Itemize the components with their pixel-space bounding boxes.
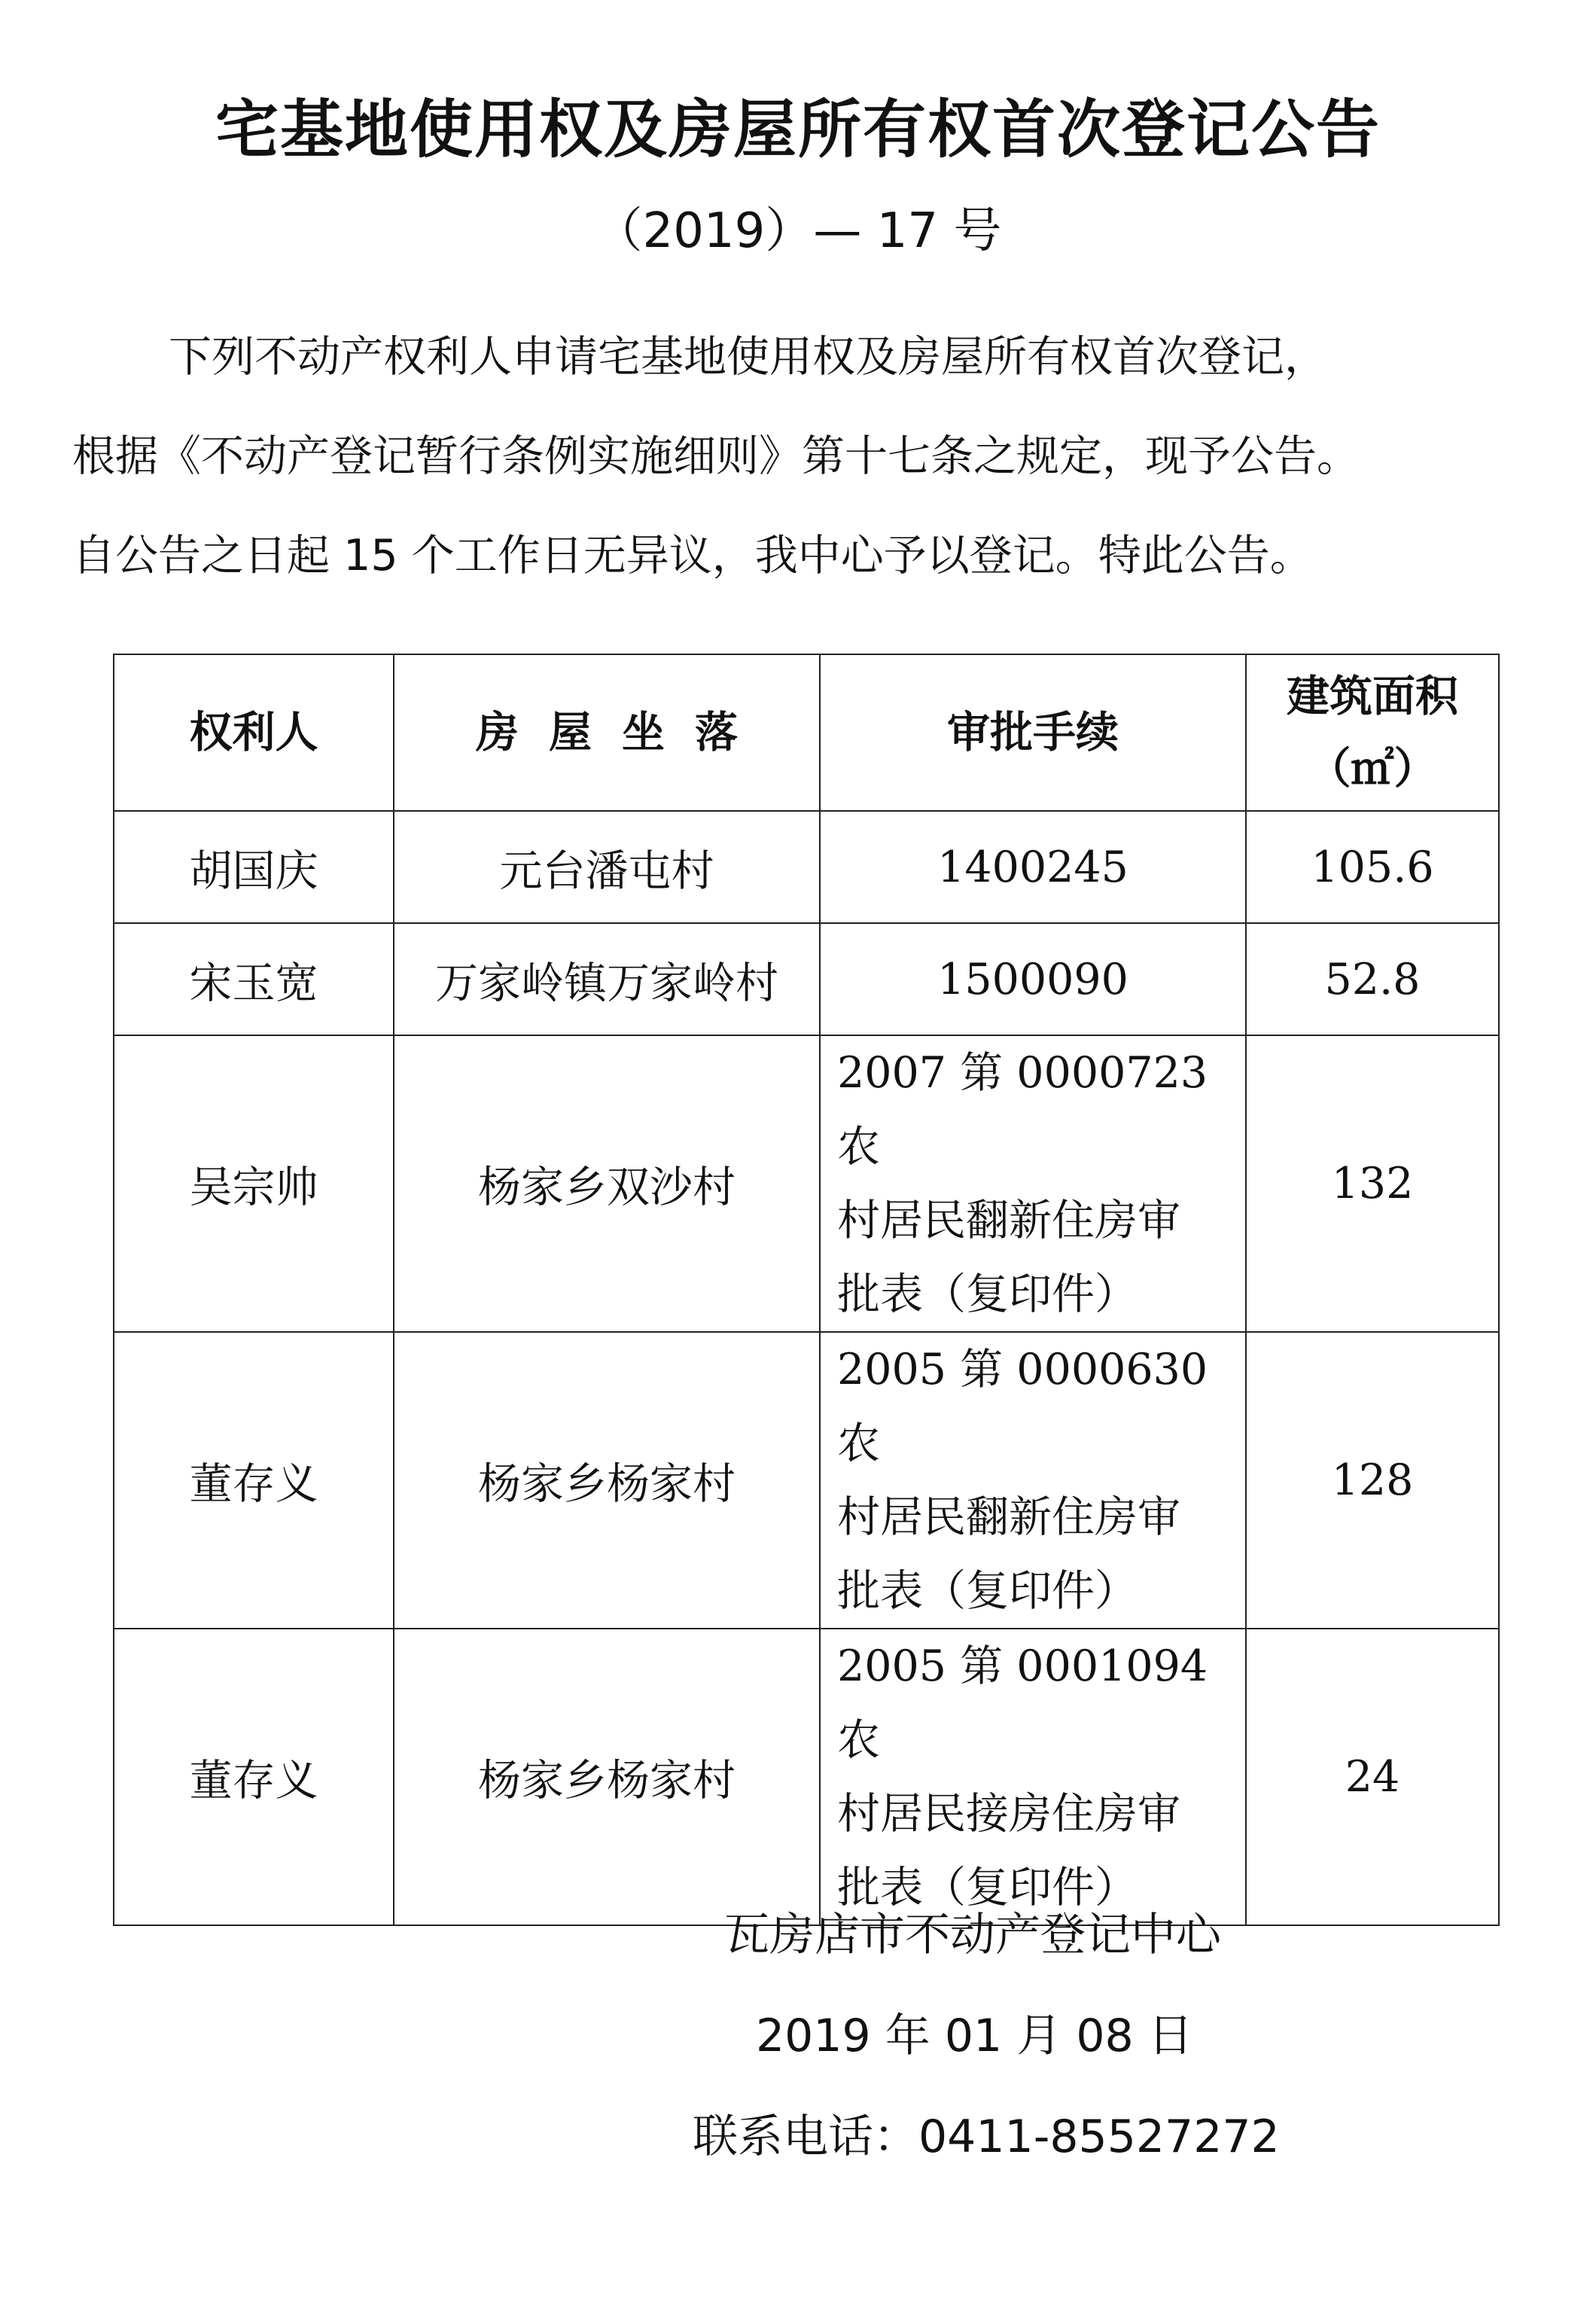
cell-area: 24 bbox=[1246, 1629, 1499, 1925]
table-header-row bbox=[114, 654, 1499, 811]
cell-approval: 1400245 bbox=[820, 811, 1246, 923]
paragraph-line-2: 根据《不动产登记暂行条例实施细则》第十七条之规定，现予公告。 bbox=[72, 431, 1360, 481]
cell-location: 杨家乡双沙村 bbox=[394, 1035, 820, 1332]
cell-location: 元台潘屯村 bbox=[394, 811, 820, 923]
cell-location: 杨家乡杨家村 bbox=[394, 1629, 820, 1925]
cell-area: 52.8 bbox=[1246, 923, 1499, 1035]
cell-owner: 董存义 bbox=[114, 1332, 394, 1629]
cell-area: 128 bbox=[1246, 1332, 1499, 1629]
header-area-unit: （㎡） bbox=[1308, 743, 1437, 794]
cell-owner: 董存义 bbox=[114, 1629, 394, 1925]
approval-line: 2007 第 0000723 农 bbox=[837, 1048, 1208, 1172]
document-number: （2019）— 17 号 bbox=[594, 203, 1002, 259]
cell-area: 132 bbox=[1246, 1035, 1499, 1332]
paragraph-line-3: 自公告之日起 15 个工作日无异议，我中心予以登记。特此公告。 bbox=[72, 531, 1313, 581]
registration-table bbox=[113, 654, 1500, 1926]
cell-approval bbox=[820, 1035, 1246, 1332]
cell-area: 105.6 bbox=[1246, 811, 1499, 923]
approval-line: 村居民接房住房审 bbox=[837, 1789, 1180, 1839]
notice-paragraph bbox=[72, 307, 1548, 605]
header-area bbox=[1246, 654, 1499, 811]
table-row bbox=[114, 923, 1499, 1035]
header-area-label: 建筑面积 bbox=[1287, 671, 1458, 721]
approval-line: 村居民翻新住房审 bbox=[837, 1196, 1180, 1245]
approval-line: 村居民翻新住房审 bbox=[837, 1492, 1180, 1542]
cell-location: 杨家乡杨家村 bbox=[394, 1332, 820, 1629]
table-row bbox=[114, 1035, 1499, 1332]
header-owner: 权利人 bbox=[114, 654, 394, 811]
issue-date: 2019 年 01 月 08 日 bbox=[756, 2010, 1193, 2062]
contact-phone: 联系电话：0411-85527272 bbox=[693, 2110, 1280, 2163]
approval-line: 批表（复印件） bbox=[837, 1863, 1138, 1912]
header-approval: 审批手续 bbox=[820, 654, 1246, 811]
approval-line: 批表（复印件） bbox=[837, 1566, 1138, 1616]
approval-line: 2005 第 0000630 农 bbox=[837, 1345, 1208, 1468]
approval-line: 批表（复印件） bbox=[837, 1269, 1138, 1319]
cell-approval bbox=[820, 1629, 1246, 1925]
cell-location: 万家岭镇万家岭村 bbox=[394, 923, 820, 1035]
paragraph-line-1: 下列不动产权利人申请宅基地使用权及房屋所有权首次登记， bbox=[169, 332, 1327, 382]
approval-line: 2005 第 0001094 农 bbox=[837, 1641, 1208, 1765]
cell-owner: 宋玉宽 bbox=[114, 923, 394, 1035]
header-location bbox=[394, 654, 820, 811]
table-row bbox=[114, 1629, 1499, 1925]
header-location-label: 房屋坐落 bbox=[476, 707, 768, 757]
cell-approval: 1500090 bbox=[820, 923, 1246, 1035]
table-row bbox=[114, 811, 1499, 923]
cell-owner: 胡国庆 bbox=[114, 811, 394, 923]
table-row bbox=[114, 1332, 1499, 1629]
notice-title: 宅基地使用权及房屋所有权首次登记公告 bbox=[215, 93, 1381, 166]
cell-owner: 吴宗帅 bbox=[114, 1035, 394, 1332]
issuer-name: 瓦房店市不动产登记中心 bbox=[724, 1909, 1221, 1961]
cell-approval bbox=[820, 1332, 1246, 1629]
